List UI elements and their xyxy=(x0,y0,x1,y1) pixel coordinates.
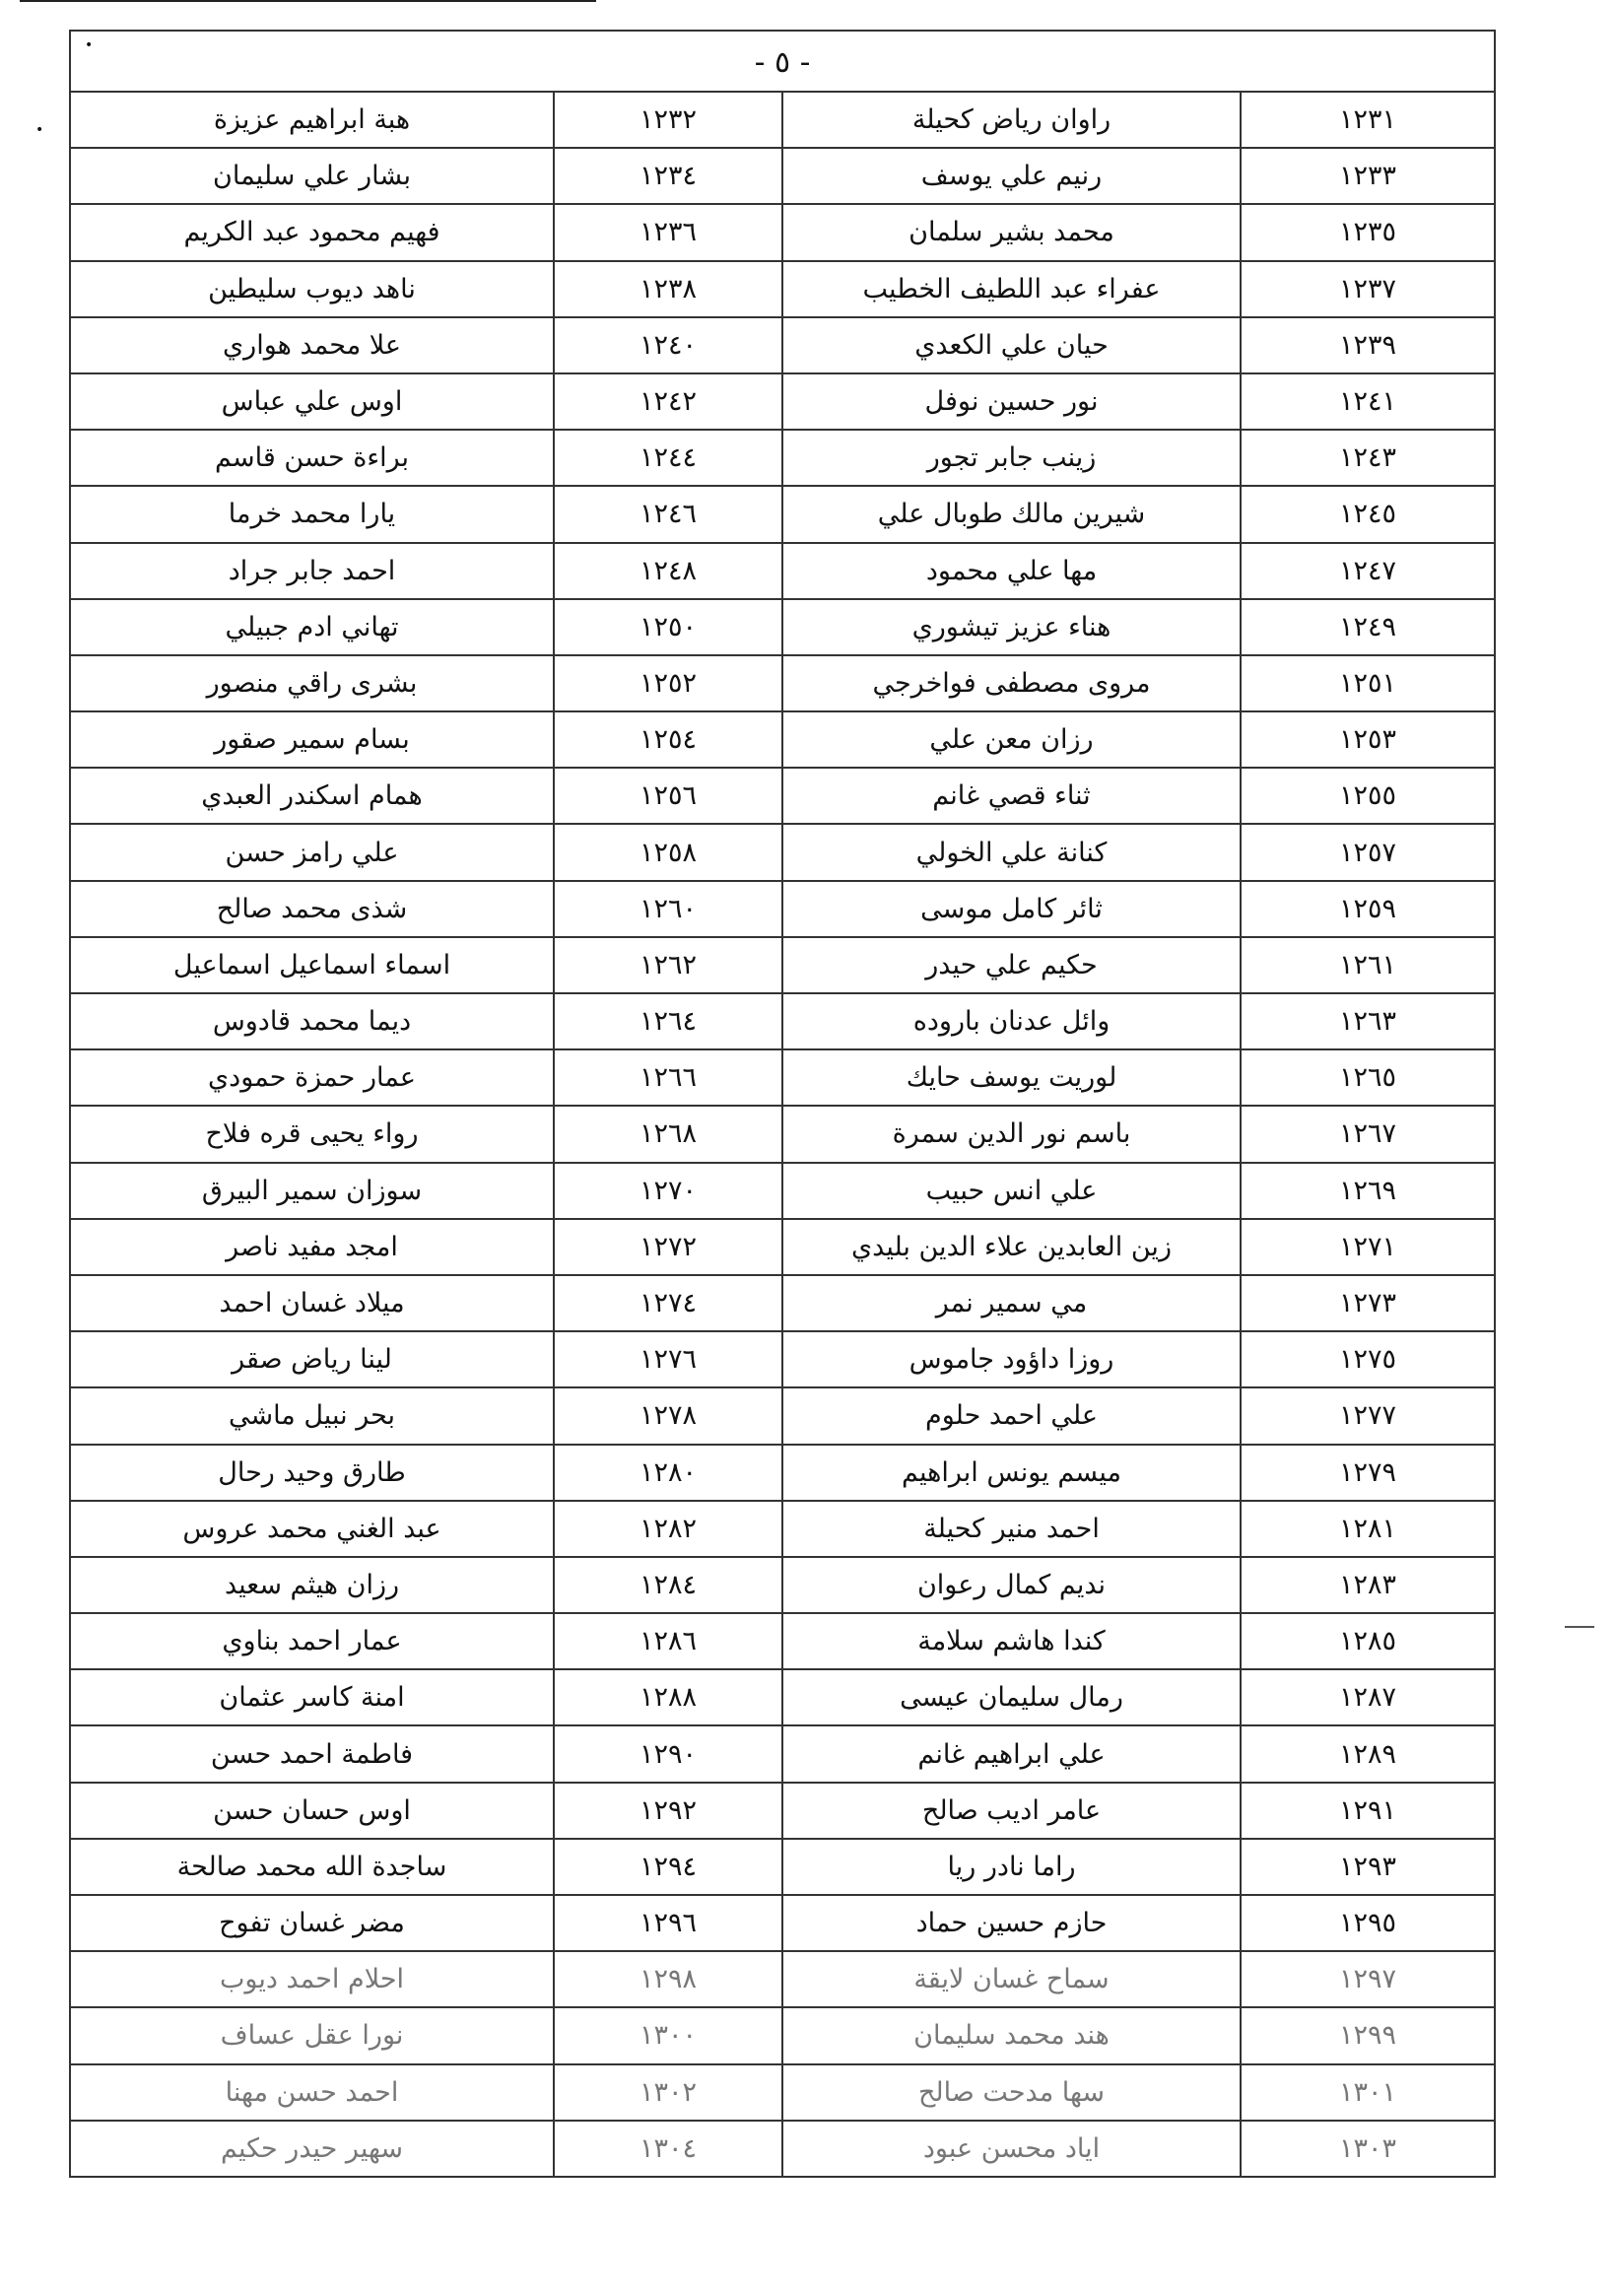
name-cell: طارق وحيد رحال xyxy=(218,1456,406,1488)
serial-number-cell: ١٢٤٠ xyxy=(553,318,781,372)
table-row xyxy=(71,2065,1494,2122)
table-row xyxy=(71,374,1494,431)
serial-number-cell: ١٢٤٦ xyxy=(553,487,781,541)
table-row xyxy=(71,1670,1494,1726)
table-row xyxy=(71,1446,1494,1502)
name-cell: راما نادر ريا xyxy=(781,1840,1240,1894)
serial-number-cell: ١٢٣٣ xyxy=(1240,149,1494,203)
name-cell: كنانة علي الخولي xyxy=(781,825,1240,879)
margin-tick xyxy=(1565,1626,1594,1628)
table-row xyxy=(71,712,1494,769)
serial-number-cell: ١٢٥٣ xyxy=(1240,712,1494,767)
name-cell: احمد منير كحيلة xyxy=(781,1502,1240,1556)
name-cell: علي ابراهيم غانم xyxy=(781,1726,1240,1781)
name-cell: امجد مفيد ناصر xyxy=(226,1231,398,1262)
name-cell: باسم نور الدين سمرة xyxy=(781,1107,1240,1161)
serial-number-cell: ١٢٧٨ xyxy=(553,1388,781,1443)
table-row xyxy=(71,1784,1494,1840)
name-cell: لوريت يوسف حايك xyxy=(781,1050,1240,1105)
serial-number-cell: ١٢٧٧ xyxy=(1240,1388,1494,1443)
name-cell: ثناء قصي غانم xyxy=(781,769,1240,823)
name-cell: روزا داؤود جاموس xyxy=(781,1332,1240,1386)
serial-number-cell: ١٢٥١ xyxy=(1240,656,1494,710)
name-cell: حكيم علي حيدر xyxy=(781,938,1240,992)
table-row xyxy=(71,1220,1494,1276)
serial-number-cell: ١٢٦٥ xyxy=(1240,1050,1494,1105)
name-cell: بحر نبيل ماشي xyxy=(228,1400,396,1432)
serial-number-cell: ١٢٥٩ xyxy=(1240,882,1494,936)
document-table xyxy=(69,30,1496,2178)
name-cell: ساجدة الله محمد صالحة xyxy=(176,1851,447,1882)
name-cell: سها مدحت صالح xyxy=(781,2065,1240,2120)
name-cell: امنة كاسر عثمان xyxy=(219,1682,405,1714)
name-cell: بشرى راقي منصور xyxy=(206,667,418,699)
name-cell: ثائر كامل موسى xyxy=(781,882,1240,936)
serial-number-cell: ١٢٦٨ xyxy=(553,1107,781,1161)
name-cell: فهيم محمود عبد الكريم xyxy=(183,217,440,248)
serial-number-cell: ١٢٣١ xyxy=(1240,93,1494,147)
name-cell: كندا هاشم سلامة xyxy=(781,1614,1240,1668)
serial-number-cell: ١٢٨٥ xyxy=(1240,1614,1494,1668)
page-number: - ٥ - xyxy=(754,45,811,80)
name-cell: زين العابدين علاء الدين بليدي xyxy=(781,1220,1240,1274)
table-row xyxy=(71,205,1494,261)
name-cell: علي احمد حلوم xyxy=(781,1388,1240,1443)
serial-number-cell: ١٢٦٦ xyxy=(553,1050,781,1105)
name-cell: شذى محمد صالح xyxy=(216,893,408,924)
table-row xyxy=(71,600,1494,656)
serial-number-cell: ١٢٧٠ xyxy=(553,1164,781,1218)
name-cell: حازم حسين حماد xyxy=(781,1896,1240,1950)
serial-number-cell: ١٢٨١ xyxy=(1240,1502,1494,1556)
table-row xyxy=(71,93,1494,149)
serial-number-cell: ١٢٤٣ xyxy=(1240,431,1494,485)
serial-number-cell: ١٢٨٢ xyxy=(553,1502,781,1556)
name-cell: ناهد ديوب سليطين xyxy=(208,273,416,304)
table-row xyxy=(71,938,1494,994)
serial-number-cell: ١٢٨٦ xyxy=(553,1614,781,1668)
name-cell: سماح غسان لايقة xyxy=(781,1952,1240,2006)
table-row xyxy=(71,656,1494,712)
serial-number-cell: ١٢٤٧ xyxy=(1240,544,1494,598)
name-cell: عفراء عبد اللطيف الخطيب xyxy=(781,262,1240,316)
name-cell: علي انس حبيب xyxy=(781,1164,1240,1218)
name-cell: شيرين مالك طوبال علي xyxy=(781,487,1240,541)
serial-number-cell: ١٣٠٣ xyxy=(1240,2122,1494,2176)
name-cell: رمال سليمان عيسى xyxy=(781,1670,1240,1724)
serial-number-cell: ١٢٦٣ xyxy=(1240,994,1494,1048)
serial-number-cell: ١٣٠١ xyxy=(1240,2065,1494,2120)
serial-number-cell: ١٣٠٢ xyxy=(553,2065,781,2120)
serial-number-cell: ١٢٧٦ xyxy=(553,1332,781,1386)
serial-number-cell: ١٢٧٤ xyxy=(553,1276,781,1330)
serial-number-cell: ١٢٨٠ xyxy=(553,1446,781,1500)
serial-number-cell: ١٢٨٧ xyxy=(1240,1670,1494,1724)
name-cell: رواء يحيى قره فلاح xyxy=(205,1118,419,1150)
serial-number-cell: ١٢٨٤ xyxy=(553,1558,781,1612)
table-row xyxy=(71,1276,1494,1332)
table-row xyxy=(71,149,1494,205)
serial-number-cell: ١٢٧٢ xyxy=(553,1220,781,1274)
serial-number-cell: ١٣٠٠ xyxy=(553,2008,781,2062)
serial-number-cell: ١٢٦٢ xyxy=(553,938,781,992)
name-cell: بسام سمير صقور xyxy=(214,724,410,756)
serial-number-cell: ١٢٥٤ xyxy=(553,712,781,767)
serial-number-cell: ١٢٤٢ xyxy=(553,374,781,429)
name-cell: احلام احمد ديوب xyxy=(219,1964,405,1995)
name-cell: مي سمير نمر xyxy=(781,1276,1240,1330)
name-cell: لينا رياض صقر xyxy=(232,1344,392,1376)
serial-number-cell: ١٢٨٨ xyxy=(553,1670,781,1724)
serial-number-cell: ١٢٣٥ xyxy=(1240,205,1494,259)
serial-number-cell: ١٢٣٦ xyxy=(553,205,781,259)
name-cell: رزان معن علي xyxy=(781,712,1240,767)
name-cell: هناء عزيز تيشوري xyxy=(781,600,1240,654)
serial-number-cell: ١٢٩٦ xyxy=(553,1896,781,1950)
serial-number-cell: ١٢٦٩ xyxy=(1240,1164,1494,1218)
name-cell: بشار علي سليمان xyxy=(213,161,411,192)
name-cell: براءة حسن قاسم xyxy=(215,442,409,474)
name-cell: محمد بشير سلمان xyxy=(781,205,1240,259)
serial-number-cell: ١٢٥٦ xyxy=(553,769,781,823)
serial-number-cell: ١٢٤٤ xyxy=(553,431,781,485)
serial-number-cell: ١٢٣٩ xyxy=(1240,318,1494,372)
serial-number-cell: ١٢٩٨ xyxy=(553,1952,781,2006)
name-cell: سوزان سمير البيرق xyxy=(201,1175,423,1206)
name-cell: راوان رياض كحيلة xyxy=(781,93,1240,147)
serial-number-cell: ١٢٩٧ xyxy=(1240,1952,1494,2006)
name-cell: مضر غسان تفوح xyxy=(219,1908,405,1939)
serial-number-cell: ١٢٦١ xyxy=(1240,938,1494,992)
table-row xyxy=(71,262,1494,318)
table-row xyxy=(71,431,1494,487)
serial-number-cell: ١٢٧٩ xyxy=(1240,1446,1494,1500)
table-row xyxy=(71,882,1494,938)
serial-number-cell: ١٢٤٩ xyxy=(1240,600,1494,654)
name-cell: اوس علي عباس xyxy=(221,386,403,418)
name-cell: نور حسين نوفل xyxy=(781,374,1240,429)
table-row xyxy=(71,825,1494,881)
name-cell: عامر اديب صالح xyxy=(781,1784,1240,1838)
name-cell: عمار حمزة حمودي xyxy=(208,1062,416,1094)
name-cell: تهاني ادم جبيلي xyxy=(225,611,399,642)
serial-number-cell: ١٢٧١ xyxy=(1240,1220,1494,1274)
name-cell: هبة ابراهيم عزيزة xyxy=(213,104,411,136)
serial-number-cell: ١٢٣٨ xyxy=(553,262,781,316)
name-cell: عمار احمد بناوي xyxy=(222,1626,402,1657)
serial-number-cell: ١٢٦٤ xyxy=(553,994,781,1048)
name-cell: وائل عدنان باروده xyxy=(781,994,1240,1048)
table-row xyxy=(71,318,1494,374)
serial-number-cell: ١٢٤٥ xyxy=(1240,487,1494,541)
name-cell: اسماء اسماعيل اسماعيل xyxy=(172,949,451,980)
name-cell: سهير حيدر حكيم xyxy=(220,2132,404,2164)
table-row xyxy=(71,1952,1494,2008)
name-cell: نورا عقل عساف xyxy=(220,2020,404,2052)
name-cell: رزان هيثم سعيد xyxy=(224,1569,400,1600)
serial-number-cell: ١٢٩٠ xyxy=(553,1726,781,1781)
table-row xyxy=(71,769,1494,825)
serial-number-cell: ١٢٨٩ xyxy=(1240,1726,1494,1781)
page-header xyxy=(71,32,1494,93)
name-cell: فاطمة احمد حسن xyxy=(210,1738,414,1770)
serial-number-cell: ١٣٠٤ xyxy=(553,2122,781,2176)
serial-number-cell: ١٢٩٢ xyxy=(553,1784,781,1838)
margin-dot: • xyxy=(35,122,44,138)
table-row xyxy=(71,1614,1494,1670)
serial-number-cell: ١٢٣٧ xyxy=(1240,262,1494,316)
serial-number-cell: ١٢٩٥ xyxy=(1240,1896,1494,1950)
table-row xyxy=(71,487,1494,543)
table-row xyxy=(71,2008,1494,2064)
serial-number-cell: ١٢٥٢ xyxy=(553,656,781,710)
table-row xyxy=(71,1502,1494,1558)
name-cell: مها علي محمود xyxy=(781,544,1240,598)
name-cell: زينب جابر تجور xyxy=(781,431,1240,485)
table-row xyxy=(71,1896,1494,1952)
table-row xyxy=(71,1726,1494,1783)
name-cell: نديم كمال رعوان xyxy=(781,1558,1240,1612)
serial-number-cell: ١٢٩٩ xyxy=(1240,2008,1494,2062)
name-cell: علي رامز حسن xyxy=(225,837,399,868)
serial-number-cell: ١٢٥٨ xyxy=(553,825,781,879)
corner-mark: • xyxy=(85,37,94,53)
name-cell: احمد حسن مهنا xyxy=(225,2076,399,2108)
name-cell: عبد الغني محمد عروس xyxy=(182,1513,441,1544)
name-cell: ديما محمد قادوس xyxy=(212,1006,412,1038)
name-cell: حيان علي الكعدي xyxy=(781,318,1240,372)
table-row xyxy=(71,1388,1494,1445)
serial-number-cell: ١٢٤١ xyxy=(1240,374,1494,429)
table-row xyxy=(71,1050,1494,1107)
serial-number-cell: ١٢٨٣ xyxy=(1240,1558,1494,1612)
table-row xyxy=(71,1840,1494,1896)
table-row xyxy=(71,1107,1494,1163)
serial-number-cell: ١٢٤٨ xyxy=(553,544,781,598)
table-row xyxy=(71,544,1494,600)
name-cell: هند محمد سليمان xyxy=(781,2008,1240,2062)
name-cell: رنيم علي يوسف xyxy=(781,149,1240,203)
serial-number-cell: ١٢٩٤ xyxy=(553,1840,781,1894)
table-row xyxy=(71,1332,1494,1388)
serial-number-cell: ١٢٦٧ xyxy=(1240,1107,1494,1161)
table-body xyxy=(71,93,1494,2178)
top-rule xyxy=(20,0,596,2)
name-cell: اياد محسن عبود xyxy=(781,2122,1240,2176)
name-cell: احمد جابر جراد xyxy=(228,555,396,586)
serial-number-cell: ١٢٥٥ xyxy=(1240,769,1494,823)
name-cell: اوس حسان حسن xyxy=(213,1794,411,1826)
name-cell: يارا محمد خرما xyxy=(228,499,396,530)
name-cell: علا محمد هواري xyxy=(223,329,401,361)
serial-number-cell: ١٢٦٠ xyxy=(553,882,781,936)
name-cell: ميلاد غسان احمد xyxy=(219,1288,405,1319)
serial-number-cell: ١٢٩٣ xyxy=(1240,1840,1494,1894)
serial-number-cell: ١٢٥٧ xyxy=(1240,825,1494,879)
name-cell: همام اسكندر العبدي xyxy=(201,780,423,812)
table-row xyxy=(71,1164,1494,1220)
name-cell: ميسم يونس ابراهيم xyxy=(781,1446,1240,1500)
serial-number-cell: ١٢٣٢ xyxy=(553,93,781,147)
serial-number-cell: ١٢٧٥ xyxy=(1240,1332,1494,1386)
serial-number-cell: ١٢٣٤ xyxy=(553,149,781,203)
name-cell: مروى مصطفى فواخرجي xyxy=(781,656,1240,710)
table-row xyxy=(71,1558,1494,1614)
serial-number-cell: ١٢٩١ xyxy=(1240,1784,1494,1838)
serial-number-cell: ١٢٧٣ xyxy=(1240,1276,1494,1330)
table-row xyxy=(71,994,1494,1050)
table-row xyxy=(71,2122,1494,2178)
serial-number-cell: ١٢٥٠ xyxy=(553,600,781,654)
